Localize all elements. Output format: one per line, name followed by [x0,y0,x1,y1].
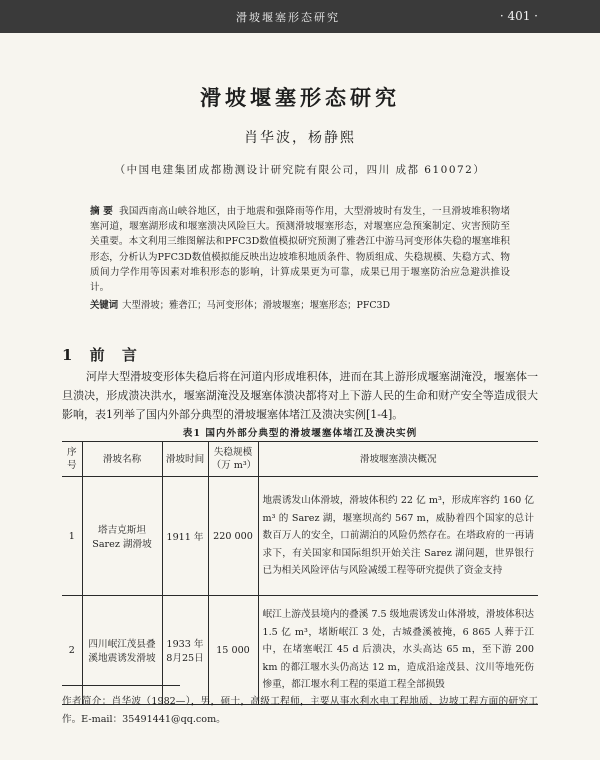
paper-title: 滑坡堰塞形态研究 [200,86,400,110]
landslide-table [62,441,538,705]
table-header-row [62,442,538,477]
keywords [90,297,510,311]
keywords-text: 大型滑坡；雅砻江；马河变形体；滑坡堰塞；堰塞形态；PFC3D [122,300,390,311]
running-title: 滑坡堰塞形态研究 [236,11,340,24]
landslide-time: 1911 年 [162,477,208,596]
table-row [62,596,538,705]
authors: 肖华波，杨静熙 [244,130,356,146]
table-row [62,477,538,596]
abstract-text: 我国西南高山峡谷地区，由于地震和强降雨等作用，大型滑坡时有发生，一旦滑坡堆积物堵塞河道，堰塞湖形成和堰塞溃决风险巨大。预测滑坡堰塞形态，对堰塞应急预案制定、灾害预防至关重要。本文利用三维图解法和PFC3D数值模拟研究预测了雅砻江中游马河变形体失稳的堰塞堆积形态，分析认为PFC3D数值模拟能反映出边坡堆积地质条件、物质组成、失稳规模、失稳方式、物质间力学作用等因素对堆积形态的影响，计算成果更为可靠，成果已用于堰塞防治应急避洪推设计。 [90,206,511,294]
intro-paragraph: 河岸大型滑坡变形体失稳后将在河道内形成堆积体，进而在其上游形成堰塞湖淹没，堰塞体一旦溃决，形成溃决洪水，堰塞湖淹没及堰塞体溃决都将对上下游人民的生命和财产安全等造成很大影响，表1列举了国内外部分典型的滑坡堰塞体堵江及溃决实例[1-4]。 [62,370,538,421]
row-number: 2 [62,596,82,705]
row-number: 1 [62,477,82,596]
header-cell: 滑坡堰塞溃决概况 [258,442,538,477]
header-cell: 序号 [62,442,82,477]
header-cell: 滑坡时间 [162,442,208,477]
keywords-label: 关键词 [90,300,119,311]
header-cell: 滑坡名称 [82,442,162,477]
section-heading: 1 前 言 [62,346,143,364]
landslide-name: 四川岷江茂县叠溪地震诱发滑坡 [82,596,162,705]
footnote-rule [62,685,180,686]
page-number: · 401 · [499,9,538,23]
affiliation: （中国电建集团成都勘测设计研究院有限公司，四川 成都 610072） [114,164,486,176]
abstract [90,204,510,295]
author-footnote: 作者简介：肖华波（1982—），男，硕士，高级工程师，主要从事水利水电工程地质、边坡工程方面的研究工作。E-mail：35491441@qq.com。 [62,696,538,725]
running-header [0,0,600,33]
landslide-description: 岷江上游茂县境内的叠溪 7.5 级地震诱发山体滑坡，滑坡体积达 1.5 亿 m³，堵断岷江 3 处，古城叠溪被掩，6 865 人葬于江中，在堵塞岷江 45 d 后溃决，水头高达 65 m，至下游 200 km 的都江堰水头仍高达 12 m，造成沿途茂县、汶川等地死伤惨重，都江堰水利工程的渠道工程全部损毁 [258,596,538,705]
landslide-name: 塔吉克斯坦Sarez 湖滑坡 [82,477,162,596]
table-caption: 表1 国内外部分典型的滑坡堰塞体堵江及溃决实例 [182,428,418,439]
header-cell: 失稳规模（万 m³） [208,442,258,477]
landslide-time: 1933 年 8月25日 [162,596,208,705]
abstract-label: 摘 要 [90,206,114,217]
landslide-volume: 220 000 [208,477,258,596]
landslide-description: 地震诱发山体滑坡，滑坡体积约 22 亿 m³，形成库容约 160 亿 m³ 的 Sarez 湖，堰塞坝高约 567 m，威胁着四个国家的总计数百万人的安全，口前湖泊的风险仍然存在。在塔政府的一再请求下，有关国家和国际组织开始关注 Sarez 湖问题，世界银行已为相关风险评估与风险减缓工程等研究提供了资金支持 [258,477,538,596]
landslide-volume: 15 000 [208,596,258,705]
